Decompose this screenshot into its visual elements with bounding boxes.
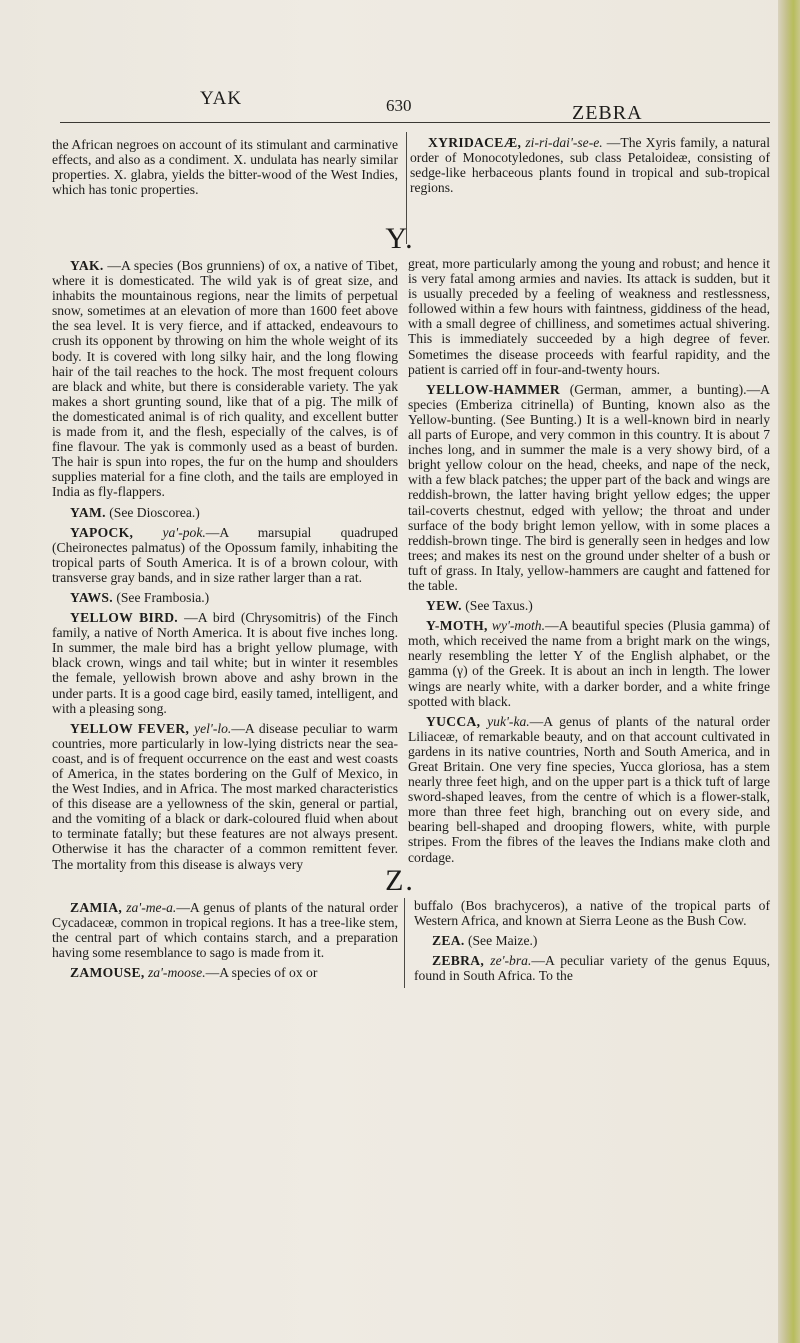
section-letter-z: Z. — [385, 864, 415, 897]
dictionary-entry — [52, 505, 398, 520]
entry-pronunciation: ze'-bra. — [490, 953, 532, 969]
page-number: 630 — [386, 96, 412, 115]
entry-text: —A marsupial quadruped (Cheironectes palmatus) of the Opossum family, inhabiting the tropical parts of South America. It is of a brown colour, with transverse gray bands, and in size rather larger than a rat. — [52, 524, 399, 585]
entry-text: (See Taxus.) — [465, 598, 533, 614]
entry-headword: YAM. — [70, 504, 106, 520]
entry-headword: YELLOW FEVER, — [70, 720, 190, 736]
entry-text: (See Maize.) — [467, 933, 538, 949]
entry-text: (German, ammer, a bunting).—A species (Emberiza citrinella) of Bunting, known also as the Yellow-bunting. (See Bunting.) It is a well-known bird in nearly all parts of Europe, and very common in this country. It is about 7 inches long, and in summer the male is a very showy bird, of a bright yellow colour on the head, cheeks, and nape of the neck, with a few black patches; the upper part of the back and wings are reddish-brown, the latter having bright yellow edges; the upper tail-coverts chestnut, edged with yellow; the throat and under surface of the body bright lemon yellow, with in some places a reddish-brown tinge. The bird is generally seen in hedges and low trees; and makes its nest on the ground under shelter of a bush or tuft of grass. In Italy, yellow-hammers are caught and fattened for the table. — [408, 381, 770, 593]
entry-headword: YELLOW-HAMMER — [426, 381, 561, 397]
entry-text: great, more particularly among the young and robust; and hence it is very fatal among armies and navies. Its attack is sudden, but it is usually preceded by a feeling of weakness and restlessness, followed within a few hours with faintness, giddiness of the head, with a small degree of chilliness, and sometimes actual shivering. This is immediately succeeded by a high degree of fever. Sometimes the disease proceeds with fearful rapidity, and the patient is carried off in four-and-twenty hours. — [408, 256, 770, 377]
dictionary-entry — [408, 714, 770, 865]
entry-pronunciation: yuk'-ka. — [487, 713, 530, 729]
entry-pronunciation: ya'-pok. — [162, 524, 206, 540]
page-edge-strip — [778, 0, 800, 1343]
entry-headword: ZEA. — [432, 933, 465, 949]
entry-headword: Y-MOTH, — [426, 618, 488, 634]
entry-headword: YAWS. — [70, 589, 113, 605]
entry-pronunciation: yel'-lo. — [194, 720, 232, 736]
y-left-column — [52, 258, 398, 872]
y-right-column — [408, 256, 770, 865]
header-rule — [60, 122, 770, 123]
entry-headword: YAPOCK, — [70, 524, 134, 540]
entry-text: —The Xyris family, a natural order of Monocotyledones, sub class Petaloideæ, consisting of sedge-like herbaceous plants found in tropical and sub-tropical regions. — [410, 135, 770, 196]
column-divider-z — [404, 898, 405, 988]
top-right-column — [410, 135, 770, 195]
entry-text: —A beautiful species (Plusia gamma) of moth, which received the name from a bright mark on the wings, nearly resembling the letter Y of the English alphabet, or the gamma (γ) of the Greek. It is about an inch in length. The lower wings are nearly white, with a darker border, and a white fringe spotted with black. — [408, 618, 770, 709]
entry-xyridaceae — [410, 135, 770, 195]
entry-headword: YAK. — [70, 258, 104, 273]
dictionary-entry — [52, 258, 398, 500]
entry-pronunciation: zi-ri-dai'-se-e. — [525, 135, 603, 150]
dictionary-entry — [52, 610, 398, 716]
entry-text: (See Frambosia.) — [116, 589, 210, 605]
running-head — [60, 74, 770, 124]
entry-pronunciation: za'-moose. — [147, 965, 206, 981]
dictionary-entry — [52, 721, 398, 872]
entry-pronunciation: wy'-moth. — [491, 618, 545, 634]
entry-text: buffalo (Bos brachyceros), a native of the tropical parts of Western Africa, and known at Sierra Leone as the Bush Cow. — [414, 898, 770, 929]
dictionary-entry — [414, 933, 770, 948]
entry-text: —A bird (Chrysomitris) of the Finch family, a native of North America. It is about five inches long. In summer, the male bird has a bright yellow plumage, with black crown, wings and tail white; but in winter it resembles the female, yellowish brown above and ashy brown in the under parts. It is a good cage bird, easily tamed, intelligent, and with a pleasing song. — [52, 610, 399, 716]
entry-headword: YELLOW BIRD. — [70, 610, 179, 626]
running-head-left: YAK — [200, 88, 243, 109]
dictionary-entry — [52, 900, 398, 960]
dictionary-entry — [414, 953, 770, 983]
entry-headword: XYRIDACEÆ, — [428, 135, 522, 150]
dictionary-entry — [408, 598, 770, 613]
dictionary-entry — [52, 525, 398, 585]
entry-text: —A species (Bos grunniens) of ox, a native of Tibet, where it is domesticated. The wild yak is of great size, and inhabits the mountainous regions, near the limits of perpetual snow, sometimes at an elevation of more than 1600 feet above the sea level. It is very fierce, and if attacked, endeavours to crush its opponent by throwing on him the whole weight of its body. It is covered with long silky hair, and the long flowing hair of the tail reaches to the hock. The most frequent colours are black and white, but there is considerable variety. The yak makes a short grunting sound, like that of a pig. The milk of the domesticated animal is of rich quality, and excellent butter is made from it, and the flesh, especially of the calves, is of fine flavour. The yak is commonly used as a beast of burden. The hair is spun into ropes, the fur on the hump and shoulders supplies material for a fine cloth, and the tails are employed in India as fly-flappers. — [52, 258, 398, 500]
entry-headword: ZEBRA, — [432, 953, 485, 969]
dictionary-entry — [408, 618, 770, 709]
entry-headword: ZAMIA, — [70, 900, 123, 915]
entry-text: —A peculiar variety of the genus Equus, found in South Africa. To the — [414, 953, 770, 984]
dictionary-entry — [52, 965, 398, 980]
entry-text: —A species of ox or — [205, 965, 318, 981]
dictionary-entry — [52, 590, 398, 605]
running-head-right: ZEBRA — [572, 102, 643, 124]
entry-headword: ZAMOUSE, — [70, 965, 145, 981]
continued-entry-text: the African negroes on account of its stimulant and carminative effects, and also as a condiment. X. undulata has nearly similar properties. X. glabra, yields the bitter-wood of the West Indies, which has tonic properties. — [52, 137, 398, 198]
entry-text: (See Dioscorea.) — [109, 504, 200, 520]
top-left-column — [52, 137, 398, 197]
dictionary-entry — [408, 382, 770, 593]
entry-text: —A genus of plants of the natural order Liliaceæ, of remarkable beauty, and on that account cultivated in gardens in its native countries, North and South America, and in Great Britain. One very fine species, Yucca gloriosa, has a stem nearly three feet high, and on the upper part is a thick tuft of large sword-shaped leaves, from the centre of which is a flower-stalk, more than three feet high, branching out on every side, and bearing bell-shaped and drooping flowers, white, with purple stripes. From the fibres of the leaves the Indians make cloth and cordage. — [408, 713, 771, 865]
entry-pronunciation: za'-me-a. — [126, 900, 177, 915]
dictionary-entry — [414, 898, 770, 928]
z-right-column — [414, 898, 770, 983]
dictionary-entry — [408, 256, 770, 377]
entry-text: —A genus of plants of the natural order Cycadaceæ, common in tropical regions. It has a tree-like stem, the central part of which contains starch, and a preparation having some resemblance to sago is made from it. — [52, 900, 398, 961]
entry-headword: YUCCA, — [426, 713, 481, 729]
section-letter-y: Y. — [385, 222, 415, 255]
entry-headword: YEW. — [426, 598, 462, 614]
z-left-column — [52, 900, 398, 980]
entry-text: —A disease peculiar to warm countries, more particularly in low-lying districts near the sea-coast, and is of frequent occurrence on the east and west coasts of America, in the states bordering on the Gulf of Mexico, in the West Indies, and in Africa. The most marked characteristics of this disease are a yellowness of the skin, general or partial, and the vomiting of a black or dark-coloured fluid when about to terminate fatally; but these features are not always present. Otherwise it has the character of a common remittent fever. The mortality from this disease is always very — [52, 720, 399, 872]
